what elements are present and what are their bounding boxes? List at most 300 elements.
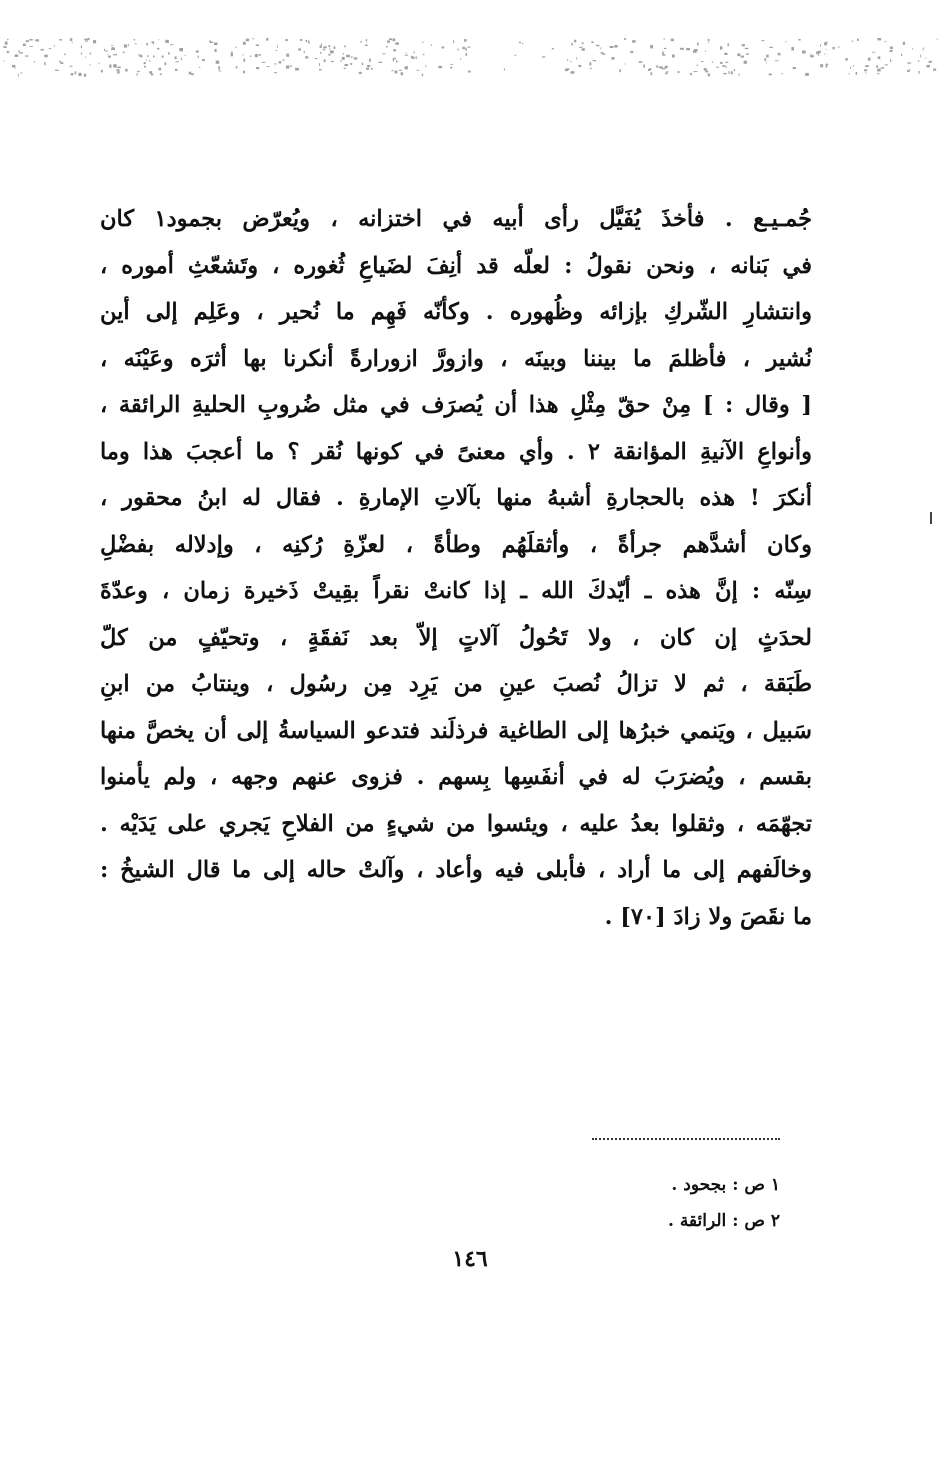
noise-speck [107,54,108,55]
noise-speck [362,63,363,65]
main-text [100,196,812,940]
noise-speck [124,45,127,48]
noise-speck [468,71,471,73]
noise-speck [354,57,358,59]
noise-speck [71,73,74,75]
noise-speck [242,54,243,55]
noise-speck [865,65,869,67]
noise-speck [323,49,325,51]
noise-speck [328,54,330,56]
noise-speck [256,45,259,47]
noise-speck [246,39,249,42]
noise-speck [387,41,390,43]
noise-speck [857,39,859,41]
noise-speck [868,58,871,61]
noise-speck [416,56,417,59]
noise-speck [382,53,386,54]
noise-speck [933,69,936,71]
noise-speck [764,58,766,61]
noise-speck [366,39,367,42]
noise-speck [116,69,119,71]
noise-speck [324,59,326,62]
noise-speck [662,68,666,69]
noise-speck [582,48,585,51]
noise-speck [215,49,217,52]
noise-speck [890,47,893,49]
noise-speck [826,65,828,68]
noise-speck [425,65,426,67]
noise-speck [25,55,28,56]
noise-speck [319,63,320,66]
noise-speck [632,40,636,43]
noise-speck [786,41,787,43]
noise-speck [903,42,905,45]
noise-speck [111,45,113,46]
page-number: ١٤٦ [452,1246,488,1272]
noise-speck [571,71,575,74]
noise-speck [146,60,147,61]
noise-speck [401,72,404,75]
noise-speck [826,41,827,42]
noise-speck [442,47,445,49]
noise-speck [720,62,722,64]
noise-speck [912,48,913,49]
noise-speck [360,72,361,74]
noise-speck [72,42,73,43]
noise-speck [877,73,879,74]
noise-speck [253,38,254,39]
noise-speck [724,53,727,55]
noise-speck [590,68,593,69]
noise-speck [909,69,910,72]
noise-speck [191,73,194,75]
noise-speck [274,63,276,64]
noise-speck [701,61,704,62]
noise-speck [849,73,850,75]
noise-speck [70,66,73,67]
text-line: [ وقال : ] مِنْ حقّ مِثْلِ هذا أن يُصرَف في مثل ضُروبِ الحليةِ الرائقة ، [100,392,812,418]
noise-speck [391,70,394,71]
noise-speck [744,61,747,64]
noise-speck [290,66,293,67]
text-line: في بَنانه ، ونحن نقولُ : لعلّه قد أنِفَ لضَياعِ ثُغوره ، وتَشعّثِ أموره ، [100,252,812,279]
noise-speck [907,62,911,63]
noise-speck [731,71,733,74]
noise-speck [320,52,322,54]
noise-speck [712,62,713,63]
noise-speck [576,58,577,60]
noise-speck [305,56,308,58]
noise-speck [55,70,59,71]
noise-speck [144,62,146,64]
noise-speck [450,64,453,65]
noise-speck [406,52,407,53]
text-line: سَبيل ، ويَنمي خبرُها إلى الطاغية فرذلَند فتدعو السياسةُ إلى أن يخصَّ منها [100,717,812,744]
noise-speck [342,57,345,60]
noise-speck [365,45,368,46]
noise-speck [279,61,282,64]
text-line: طَبَقة ، ثم لا تزالُ نُصبَ عينِ من يَرِد مِن رسُول ، وينتابُ من ابنِ [100,671,812,697]
noise-speck [158,39,159,40]
noise-speck [686,48,690,50]
noise-speck [651,72,653,75]
noise-speck [84,74,86,77]
noise-speck [218,66,220,69]
noise-speck [153,41,154,44]
noise-speck [144,66,146,68]
noise-speck [395,71,398,74]
noise-speck [601,52,604,53]
noise-speck [18,74,19,77]
noise-speck [151,74,153,76]
noise-speck [286,66,289,69]
noise-speck [769,74,772,76]
noise-speck [274,72,277,73]
noise-speck [593,60,597,61]
noise-speck [160,74,162,75]
noise-speck [243,42,246,45]
noise-speck [739,74,740,76]
noise-speck [262,62,266,63]
text-line: ما نقَصَ ولا زادَ [٧٠] . [604,903,812,930]
footnotes [480,1167,780,1239]
text-line: سِنّه : إنَّ هذه ـ أيّدكَ الله ـ إذا كانتْ نقراً بقِيتْ ذَخيرة زمان ، وعدّةَ [100,578,812,604]
noise-speck [600,48,602,49]
noise-speck [918,60,920,61]
noise-speck [168,52,170,54]
noise-speck [90,53,91,55]
noise-speck [101,70,103,73]
noise-speck [766,55,768,58]
noise-speck [864,69,867,71]
noise-speck [725,62,728,63]
noise-speck [49,48,51,49]
noise-speck [542,56,545,57]
noise-speck [308,40,309,43]
noise-speck [5,42,8,45]
noise-speck [93,40,96,43]
noise-speck [360,41,361,43]
noise-speck [235,47,236,48]
noise-speck [769,47,773,48]
noise-speck [865,72,866,74]
noise-speck [70,38,73,41]
noise-speck [901,54,902,56]
noise-speck [329,49,330,50]
noise-speck [466,53,468,56]
noise-speck [59,61,61,63]
noise-speck [781,73,782,74]
noise-speck [199,67,200,68]
noise-speck [722,65,725,67]
noise-speck [330,51,334,54]
noise-speck [98,63,99,64]
text-line: تجهّمَه ، وثقلوا بعدُ عليه ، ويئسوا من شيءٍ من الفلاحِ يَجري على يَدَيْه . [100,810,812,837]
noise-speck [104,49,105,51]
noise-speck [565,69,568,71]
noise-speck [574,40,576,43]
noise-speck [705,71,708,73]
noise-speck [345,64,349,66]
noise-speck [243,59,245,62]
noise-speck [514,55,516,56]
noise-speck [450,67,452,69]
noise-speck [64,53,65,55]
noise-speck [567,59,568,61]
noise-speck [29,46,33,47]
text-line: وانتشارِ الشّركِ بإزائه وظُهوره . وكأنّه فَهِم ما نُحير ، وعَلِم إلى أين [100,299,812,325]
noise-speck [820,64,823,67]
text-line: بقسم ، ويُضرَبَ له في أنفَسِها بِسهم . فزوى عنهم وجهه ، ولم يأمنوا [100,764,812,790]
footnote: ١ ص : بجحود . [671,1175,780,1195]
noise-speck [29,39,33,40]
noise-speck [134,39,135,41]
noise-speck [414,52,415,54]
noise-speck [198,56,199,58]
noise-speck [838,47,840,48]
noise-speck [468,47,471,48]
noise-speck [663,39,665,40]
text-line: وخالَفهم إلى ما أراد ، فأبلى فيه وأعاد ، وآلتْ حاله إلى ما قال الشيخُ : [100,857,812,883]
noise-speck [344,46,346,48]
noise-speck [344,68,346,69]
noise-speck [216,61,220,64]
noise-speck [214,43,218,46]
noise-speck [276,50,278,51]
noise-speck [165,40,169,43]
noise-speck [256,67,259,69]
noise-speck [319,69,322,71]
margin-mark [930,512,932,524]
noise-speck [619,69,621,72]
noise-speck [778,53,781,55]
noise-speck [791,47,794,50]
noise-speck [923,48,924,51]
noise-speck [189,72,192,75]
noise-speck [453,40,454,42]
noise-speck [159,68,162,71]
noise-speck [389,38,392,40]
noise-speck [84,39,88,41]
noise-speck [671,39,674,42]
noise-speck [624,38,626,40]
noise-speck [181,58,182,60]
noise-speck [162,56,164,58]
noise-speck [34,61,35,62]
noise-speck [678,71,680,73]
noise-speck [113,54,117,55]
noise-speck [463,47,465,50]
noise-speck [708,74,710,77]
noise-speck [625,63,626,64]
noise-speck [137,71,139,72]
noise-speck [720,46,722,49]
noise-speck [179,48,183,51]
noise-speck [185,55,186,56]
noise-speck [170,44,173,45]
noise-speck [413,57,415,59]
noise-speck [175,69,177,71]
noise-speck [878,38,882,40]
noise-speck [589,62,591,65]
noise-speck [298,48,301,50]
text-line: وكان أشدَّهم جرأةً ، وأثقلَهُم وطأةً ، لعزّةِ رُكنِه ، وإدلاله بفضْلِ [100,531,812,558]
noise-speck [105,51,108,52]
noise-speck [920,55,921,58]
noise-speck [824,42,827,45]
noise-speck [907,70,909,72]
noise-speck [664,48,667,49]
noise-speck [54,45,55,46]
noise-speck [386,46,388,47]
noise-speck [665,73,668,75]
noise-speck [672,54,675,57]
noise-speck [315,58,318,59]
noise-speck [81,53,82,55]
noise-speck [423,54,425,55]
noise-speck [649,68,652,70]
noise-speck [802,51,806,54]
noise-speck [20,73,22,74]
noise-speck [85,57,87,58]
text-line: نُشير ، فأظلمَ ما بيننا وبينَه ، وازورَّ ازورارةً أنكرنا بها أثرَه وعَيْنَه ، [100,345,812,372]
noise-speck [850,67,851,69]
noise-speck [656,66,658,68]
noise-speck [578,65,581,67]
text-line: جُمـيـع . فأخذَ يُفَيَّل رأى أبيه في اختزانه ، ويُعرّض بجمود١ كان [100,206,812,232]
noise-speck [202,59,205,61]
noise-speck [728,71,729,74]
noise-speck [734,69,736,71]
noise-speck [114,66,117,68]
noise-speck [393,49,396,51]
noise-speck [60,62,63,64]
noise-speck [798,39,800,41]
noise-speck [255,54,258,57]
noise-speck [295,68,299,71]
noise-speck [820,44,821,47]
noise-speck [881,67,884,69]
noise-speck [175,56,177,59]
noise-speck [690,73,692,74]
noise-speck [885,64,889,65]
noise-speck [405,55,408,56]
noise-speck [379,62,382,63]
noise-speck [59,39,62,40]
noise-speck [243,71,245,74]
noise-speck [845,58,847,61]
noise-speck [285,39,288,41]
noise-speck [135,43,137,44]
noise-speck [367,65,370,67]
noise-speck [3,46,7,48]
noise-speck [149,60,150,62]
noise-speck [741,56,744,58]
text-line: لحدَثٍ إن كان ، ولا تَحُولُ آلاتٍ إلاّ بعد نَفقَةٍ ، وتحيّفٍ من كلّ [100,624,812,651]
noise-speck [366,68,369,70]
noise-speck [504,68,505,70]
noise-speck [890,50,893,52]
noise-speck [149,71,152,74]
noise-speck [746,53,748,55]
text-line: أنكرَ ! هذه بالحجارةِ أشبهُ منها بآلاتِ الإمارةِ . فقال له ابنُ محقور ، [100,485,812,511]
noise-speck [826,49,827,50]
noise-speck [876,66,878,68]
noise-speck [591,41,593,43]
noise-speck [138,55,142,56]
noise-speck [306,40,308,42]
noise-speck [4,60,5,61]
noise-speck [351,56,353,58]
noise-speck [15,55,19,57]
noise-speck [929,61,932,63]
noise-speck [708,39,710,41]
noise-speck [582,42,584,44]
noise-speck [464,39,467,42]
noise-speck [853,65,854,66]
noise-speck [919,71,920,74]
noise-speck [236,66,238,68]
noise-speck [926,65,930,68]
noise-speck [406,66,407,69]
noise-speck [117,71,119,74]
noise-speck [639,61,643,63]
noise-speck [300,39,302,41]
noise-speck [7,51,10,53]
noise-speck [824,54,825,55]
noise-speck [395,42,399,45]
noise-speck [579,47,582,48]
noise-speck [140,55,143,57]
noise-speck [75,71,77,74]
noise-speck [109,65,111,68]
noise-speck [643,65,645,68]
footnote-separator [592,1138,780,1140]
noise-speck [321,44,322,46]
noise-speck [694,49,698,51]
noise-speck [723,73,727,74]
noise-speck [805,73,809,76]
noise-speck [41,49,44,51]
noise-speck [422,41,423,43]
noise-speck [708,42,709,43]
noise-speck [571,43,573,46]
noise-speck [7,39,8,41]
noise-speck [596,45,600,46]
noise-speck [458,48,459,51]
noise-speck [697,65,699,66]
noise-speck [209,40,211,42]
noise-speck [443,46,444,48]
noise-speck [872,52,876,53]
noise-speck [742,44,745,46]
noise-speck [728,43,729,46]
noise-speck [85,41,88,42]
noise-speck [78,73,81,76]
noise-speck [334,46,336,49]
noise-speck [522,43,523,44]
noise-speck [259,54,261,56]
noise-speck [856,72,858,75]
noise-speck [833,47,835,49]
noise-speck [175,61,179,62]
noise-speck [925,58,926,59]
noise-speck [552,48,554,50]
noise-speck [399,70,402,71]
noise-speck [571,61,572,62]
noise-speck [816,51,819,54]
noise-speck [611,57,614,60]
